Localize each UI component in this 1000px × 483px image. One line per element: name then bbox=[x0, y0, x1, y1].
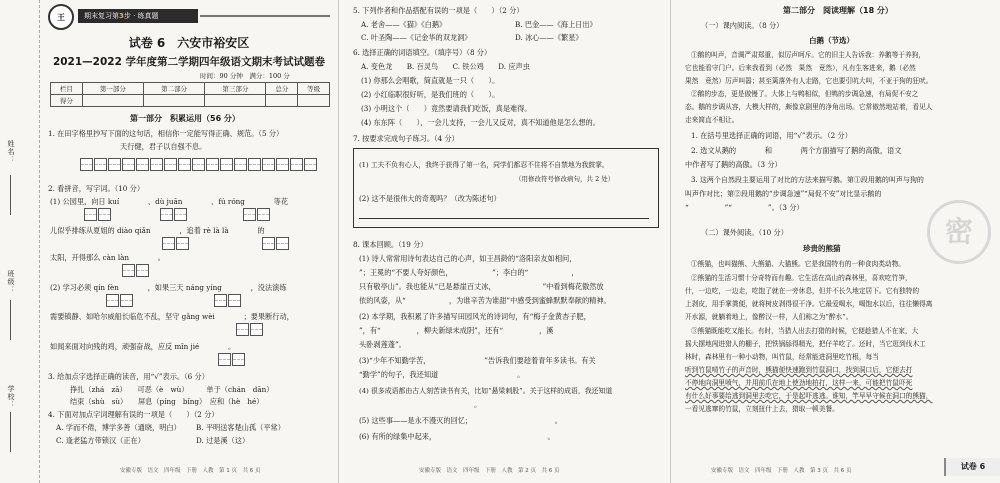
score-row bbox=[51, 95, 330, 107]
q8-line: (2) 本学期，我积累了许多描写田园风光的诗词句，有“梅子金黄杏子肥， bbox=[359, 312, 591, 321]
passage-1-line: 态。鹅的步调从容，大模大样的，颇像京剧里的净角出场。它常傲然地站着，看见人 bbox=[685, 103, 933, 111]
passage-2-line: 什，一边吃，一边走，吃饱了就在一旁休息，但并不长久地定居下。它有独特的 bbox=[685, 287, 920, 295]
q8-line[interactable]: 只有敬亭山”。我也能从“已是悬崖百丈冰， ”中看到梅花傲然放 bbox=[359, 282, 604, 291]
pinyin-grid[interactable] bbox=[214, 294, 242, 307]
q4-option-a[interactable]: A. 学而不倦，博学多善（通晓，明白） bbox=[56, 423, 181, 432]
q7-sentence-2: (2) 这不是很伟大的奇观吗？（改为陈述句） bbox=[359, 194, 501, 203]
score-header: 栏目 bbox=[51, 83, 83, 95]
pinyin-grid[interactable] bbox=[106, 294, 134, 307]
passage-1-line[interactable]: 果然 竟然）厉声叫嚣；甚至篱落外有人走路，它也要引吭大叫，不亚于狗的狂吠。 bbox=[685, 77, 933, 85]
passage-2-line: ②熊猫的生活习惯十分奇特而有趣。它生活在高山的森林里，喜欢吃竹笋， bbox=[691, 274, 912, 282]
passage-1-line: ②鹅的步态，更是傲慢了。大体上与鸭相似，但鸭的步调急速，有局促不安之 bbox=[691, 90, 919, 98]
score-cell[interactable] bbox=[205, 95, 266, 107]
q5-option-a[interactable]: A. 老舍——《猫》《白鹅》 bbox=[361, 20, 447, 29]
q6-line[interactable]: (3) 小明这个（ ）竟然要请我们吃饭，真是难得。 bbox=[361, 104, 532, 113]
passage-2-line: 听到竹鼠啃竹子的声音时，熊猫便快速跑到竹鼠洞口，找到洞口后，它便去打 bbox=[685, 366, 913, 374]
reading-q3-blanks[interactable]: “ ”“ ”。（3 分） bbox=[685, 203, 804, 212]
passage-1-line: 走来简直不相让。 bbox=[685, 116, 739, 124]
q2-line: (2) 学习必须 qín fèn ，如果三天 náng yíng ，没法演练 bbox=[50, 283, 287, 292]
class-line bbox=[10, 300, 11, 340]
passage-2-line: 一看见逃窜的竹鼠，立刻扭什上去，猎取一顿美餐。 bbox=[685, 405, 839, 413]
q6-line[interactable]: (4) 东东阵（ ），一会儿支持，一会儿又反对，真不知道他是怎么想的。 bbox=[361, 118, 600, 127]
q2-line: 太阳，开得那么 càn làn 。 bbox=[50, 253, 165, 262]
q6-line[interactable]: (2) 小红临职很好听，是我们班的（ ）。 bbox=[361, 90, 500, 99]
q4-option-d[interactable]: D. 过是溪（这） bbox=[196, 436, 250, 445]
q3-line[interactable]: 挣扎（zhá zā） 可恶（è wù） 单于（chán dān） bbox=[70, 385, 274, 394]
passage-1-line[interactable]: 它也能看守门户。后来我看到（必然 果然 竟然），凡有生客进来，鹅（必然 bbox=[685, 64, 916, 72]
page-3 bbox=[670, 0, 1000, 483]
tianzige-grid[interactable] bbox=[80, 158, 318, 171]
passage-2-line: 有什么好事要给逃到洞里去吃它，于是起吓逃逃。谁知，竿早早守候在洞口的熊猫， bbox=[685, 392, 933, 400]
q5-option-b[interactable]: B. 巴金——《海上日出》 bbox=[515, 20, 597, 29]
q8-line: (4) 很多成语都由古人刻苦读书有关，比如“悬梁刺股”。关于这样的成语，我还知道 bbox=[359, 387, 613, 395]
q8-line[interactable]: (5) 这些事——是永不漫灭的回忆； 。 bbox=[359, 416, 562, 425]
q8-line[interactable]: (6) 有所的绿集中起来， 。 bbox=[359, 432, 555, 441]
q5-option-c[interactable]: C. 叶圣陶——《记金华的双龙洞》 bbox=[361, 33, 472, 42]
score-header: 第一部分 bbox=[82, 83, 143, 95]
q8-line[interactable]: “勤学”的句子，我还知道 。 bbox=[359, 370, 525, 379]
q8-line: 头卧剥莲蓬”。 bbox=[359, 340, 406, 349]
pinyin-grid[interactable] bbox=[84, 208, 112, 221]
q7-answer-line[interactable] bbox=[359, 218, 649, 219]
passage-2-line: ③熊猫既能吃又能长。有时，当猎人出去打猎的时候，它便趁猎人不在家，大 bbox=[691, 327, 919, 335]
reading-q3: 3. 这两个自然段主要运用了对比的方法来描写鹅。第①段用鹅的叫声与狗的 bbox=[691, 176, 924, 184]
paper-title: 试卷 6 六安市裕安区 bbox=[128, 36, 250, 50]
section-1-title: 第一部分 积累运用（56 分） bbox=[130, 114, 240, 123]
reading-q3-cont: 叫声作对比；第②段用鹅的“步调急速”“局促不安”对比显示鹅的 bbox=[685, 190, 882, 198]
q2-line: 需要镇静、如哈尔威船长临危不乱，坚守 gǎng wèi ；要果断行动， bbox=[50, 312, 294, 321]
q7-instruction-1: （用修改符号修改病句，共 2 处） bbox=[515, 175, 615, 183]
pinyin-grid[interactable] bbox=[160, 208, 188, 221]
score-header: 第三部分 bbox=[205, 83, 266, 95]
passage-2-title: 珍贵的熊猫 bbox=[803, 244, 841, 253]
pinyin-grid[interactable] bbox=[162, 237, 190, 250]
score-table bbox=[50, 82, 330, 107]
copy-sentence: 天行健，君子以自强不息。 bbox=[120, 142, 207, 151]
question-5: 5. 下列作者和作品搭配有误的一项是（ ）（2 分） bbox=[353, 6, 524, 15]
question-7: 7. 按要求完成句子练习。（4 分） bbox=[353, 134, 459, 143]
passage-1-line: ①鹅的叫声，音调严肃郑重，似厉声呵斥。它的旧主人告诉我：养鹅等于养狗， bbox=[691, 51, 926, 59]
score-cell[interactable] bbox=[82, 95, 143, 107]
q2-line: (1) 公园里，向日 kuí 、dù juān 、fú róng 等花 bbox=[50, 197, 289, 206]
page-1 bbox=[0, 0, 338, 483]
reading-q2-cont: 中作者写了鹅的高傲。（3 分） bbox=[685, 160, 782, 169]
q5-option-d[interactable]: D. 冰心——《繁星》 bbox=[515, 33, 583, 42]
q8-line: (1) 诗人常常用诗句表达自己的心声，如王昌龄的“洛阳亲友如相问， bbox=[359, 254, 577, 263]
pinyin-grid[interactable] bbox=[218, 353, 246, 366]
exam-number-tag: 试卷 6 bbox=[944, 458, 1000, 476]
question-1: 1. 在田字格里抄写下面的这句话，相信你一定能写得正确、规范。（5 分） bbox=[48, 129, 284, 138]
header-stripe bbox=[200, 15, 330, 17]
score-header: 总分 bbox=[266, 83, 298, 95]
passage-2-line: 摇大摆地闯进猎人的棚子，把铁锅舔得精光，把仔羊吃了。还时，当它逛到伐木工 bbox=[685, 340, 926, 348]
score-cell[interactable] bbox=[266, 95, 298, 107]
q8-line[interactable]: 依的风姿，从“ ，为谁辛苦为谁甜”中感受到蜜蜂默默奉献的精神。 bbox=[359, 296, 611, 305]
pinyin-grid[interactable] bbox=[236, 323, 264, 336]
school-line bbox=[10, 412, 11, 452]
binding-sidebar bbox=[0, 0, 40, 483]
paper-subtitle: 2021—2022 学年度第二学期四年级语文期末考试试题卷 bbox=[52, 56, 326, 68]
pinyin-grid[interactable] bbox=[243, 208, 271, 221]
q8-line[interactable]: 。 bbox=[359, 400, 482, 409]
score-row-label: 得分 bbox=[51, 95, 83, 107]
reading-part-1: （一）课内阅读。（8 分） bbox=[701, 21, 784, 30]
reading-part-2: （二）课外阅读。（10 分） bbox=[701, 228, 788, 237]
school-label: 学校： bbox=[7, 385, 15, 409]
q8-line[interactable]: ”，有“ ，柳夫新绿未成阴”，还有“ ，溪 bbox=[359, 326, 554, 335]
page-1-footer: 安徽专版 语文 四年级 下册 人教 第 1 页 共 6 页 bbox=[120, 468, 261, 474]
class-label: 班级： bbox=[7, 270, 15, 294]
reading-q2[interactable]: 2. 选文从鹅的 和 两个方面描写了鹅的高傲，语文 bbox=[691, 146, 902, 155]
q4-option-b[interactable]: B. 平明送客楚山孤（平常） bbox=[196, 423, 285, 432]
question-6: 6. 选择正确的词语填空。（填序号）（8 分） bbox=[353, 48, 492, 57]
publisher-logo: 王 bbox=[48, 4, 74, 30]
section-2-title: 第二部分 阅读理解（18 分） bbox=[783, 6, 893, 15]
step-banner: 期末复习第3步 · 练真题 bbox=[78, 9, 198, 23]
q4-option-c[interactable]: C. 逢老猛方带锁汉（正在） bbox=[56, 436, 145, 445]
passage-2-line: ①熊猫，也叫猫熊、大熊猫、大猫熊。它是我国特有的一种食肉类动物。 bbox=[691, 260, 905, 268]
q6-line[interactable]: (1) 你那么会唱歌，简直就是一只（ ）。 bbox=[361, 76, 500, 85]
name-line bbox=[10, 175, 11, 215]
q8-line[interactable]: (3)“少年不知勤学苦， ”告诉我们要趁着青年多读书。有关 bbox=[359, 356, 596, 365]
name-label: 姓名： bbox=[7, 140, 15, 164]
q7-sentence-1: (1) 工夫不负有心人，我终于获得了第一名，同学们都忍不住将不自禁地为我鼓掌。 bbox=[359, 161, 609, 169]
passage-2-line: 上剥皮，用手掌粪便，就将树皮剥得很干净。它最爱喝水，喝饱水以后，往往懒得离 bbox=[685, 300, 933, 308]
passage-2-line: 开水源，就躺着地上，像醉汉一样，人们称之为“醉水”。 bbox=[685, 313, 853, 321]
question-2: 2. 看拼音，写字词。（10 分） bbox=[48, 184, 145, 193]
passage-2-line: 林时，森林里有一种小动物，叫竹鼠，经常能进洞里吃竹根，每当 bbox=[685, 353, 879, 361]
passage-2-line: 不停地向洞里喷气，并用前爪在地上使劲地拍打，这样一来，可能把竹鼠吓死 bbox=[685, 379, 913, 387]
question-8: 8. 课本回顾。（19 分） bbox=[353, 240, 428, 249]
score-header: 等级 bbox=[298, 83, 330, 95]
watermark-stamp: 密 bbox=[927, 200, 991, 264]
score-cell[interactable] bbox=[298, 95, 330, 107]
page-2-footer: 安徽专版 语文 四年级 下册 人教 第 2 页 共 6 页 bbox=[419, 468, 560, 474]
q8-line[interactable]: ”；王冕的“不要人夸好颜色， ”；李白的“ ， bbox=[359, 268, 579, 277]
score-header-row bbox=[51, 83, 330, 95]
question-4: 4. 下面对加点字词理解有误的一项是（ ）（2 分） bbox=[48, 410, 219, 419]
score-cell[interactable] bbox=[143, 95, 204, 107]
reading-q1: 1. 在括号里选择正确的词语，用“√”表示。（2 分） bbox=[691, 131, 852, 140]
q2-line: 如闻来面对向残的鸡，顽强奋战，应反 mǐn jié 。 bbox=[50, 342, 236, 351]
passage-1-title: 白鹅（节选） bbox=[809, 36, 854, 45]
page-3-footer: 安徽专版 语文 四年级 下册 人教 第 3 页 共 6 页 bbox=[711, 468, 852, 474]
score-header: 第二部分 bbox=[143, 83, 204, 95]
q6-options: A. 变色龙 B. 百灵鸟 C. 铁公鸡 D. 应声虫 bbox=[361, 62, 530, 71]
pinyin-grid[interactable] bbox=[262, 237, 290, 250]
pinyin-grid[interactable] bbox=[122, 264, 150, 277]
q3-line[interactable]: 结束（shù sù） 屏息（píng bǐng） 应和（hè hé） bbox=[70, 397, 264, 406]
time-and-score: 时间：90 分钟 满分：100 分 bbox=[200, 72, 290, 80]
q2-line: 儿似乎排练从夏姐的 diào qiǎn ，追着 rè là là 的 bbox=[50, 226, 265, 235]
page-2 bbox=[338, 0, 670, 483]
question-3: 3. 给加点字选择正确的读音，用“√”表示。（6 分） bbox=[48, 372, 209, 381]
